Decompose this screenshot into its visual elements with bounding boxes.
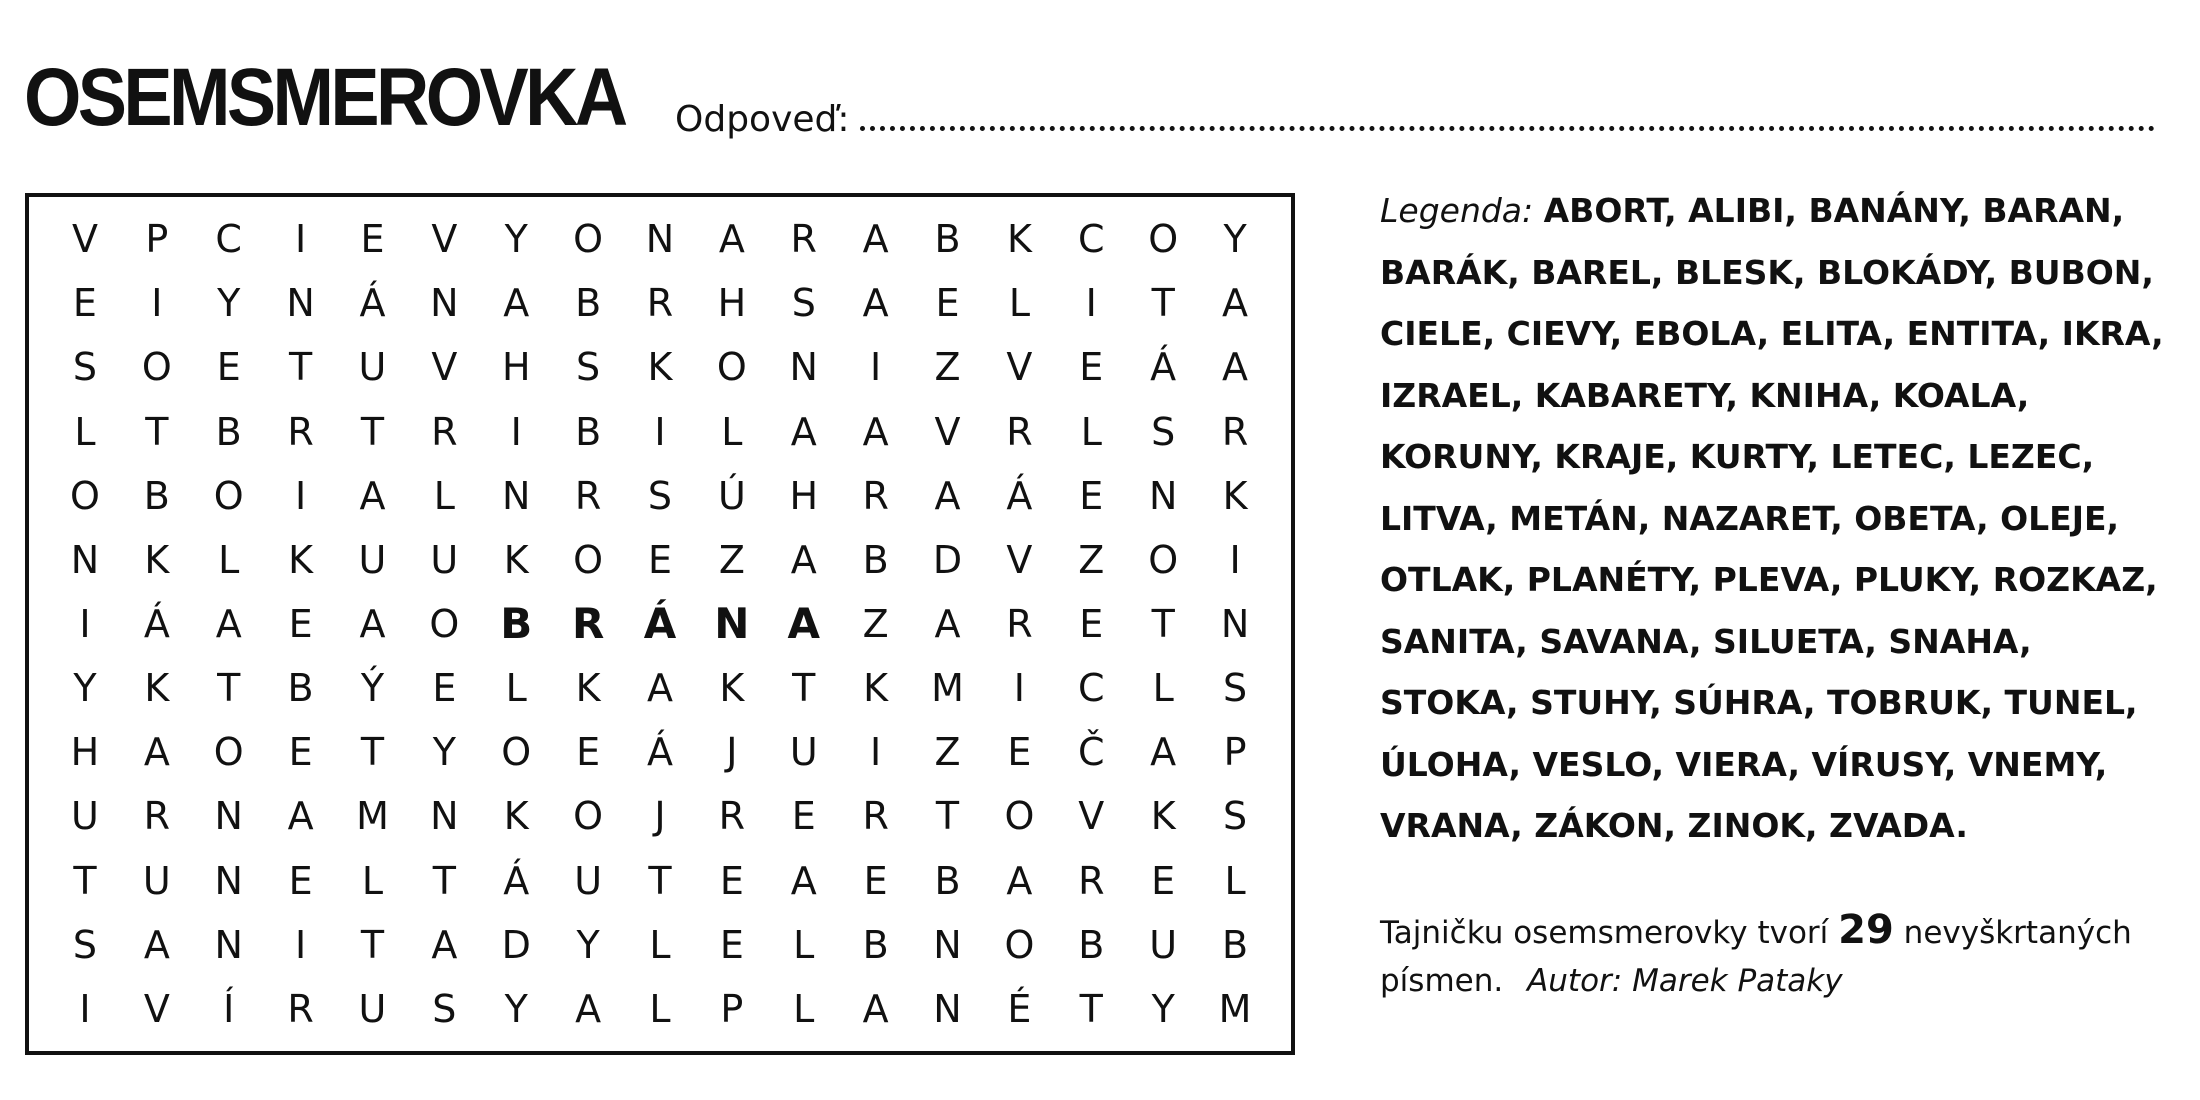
grid-cell[interactable]: A [862,409,889,454]
grid-cell[interactable]: A [503,281,530,326]
grid-cell[interactable]: O [573,217,604,262]
grid-cell[interactable]: C [1078,217,1105,262]
footer-note [1380,906,2180,1005]
grid-cell[interactable]: R [718,794,746,839]
grid-cell[interactable]: Y [504,217,528,262]
grid-cell[interactable]: R [862,794,889,839]
grid-cell[interactable]: T [288,345,313,390]
grid-cell[interactable]: Á [1150,345,1177,390]
grid-cell[interactable]: O [1004,922,1035,967]
grid-cell[interactable]: Y [576,922,600,967]
legend-words: ABORT, ALIBI, BANÁNY, BARAN, BARÁK, BAREL, BLESK, BLOKÁDY, BUBON, CIELE, CIEVY, EBOLA, ELITA, ENTITA, IKRA, IZRAEL, KABARETY, KNIHA, KOALA, KORUNY, KRAJE, KURTY, LETEC, LEZEC, LITVA, METÁN, NAZARET, OBETA, OLEJE, OTLAK, PLANÉTY, PLEVA, PLUKY, ROZKAZ, SANITA, SAVANA, SILUETA, SNAHA, STOKA, STUHY, SÚHRA, TOBRUK, TUNEL, ÚLOHA, VESLO, VIERA, VÍRUSY, VNEMY, VRANA, ZÁKON, ZINOK, ZVADA. [1380,191,2164,845]
grid-cell[interactable]: H [717,281,747,326]
grid-cell[interactable]: C [215,217,242,262]
grid-cell[interactable]: E [1151,858,1176,903]
grid-cell[interactable]: Y [217,281,241,326]
grid-cell[interactable]: E [288,730,313,775]
grid-cell[interactable]: A [646,666,673,711]
grid-cell[interactable]: O [501,730,532,775]
grid-cell[interactable]: T [792,666,816,711]
grid-cell[interactable]: K [1222,473,1248,518]
grid-cell[interactable]: I [654,409,666,454]
grid-cell[interactable]: I [294,922,307,967]
grid-cell[interactable]: O [573,537,604,582]
grid-cell[interactable]: E [288,858,313,903]
grid-cell[interactable]: B [143,473,170,518]
grid-cell[interactable]: K [647,345,673,390]
grid-cell[interactable]: J [726,730,738,775]
grid-cell[interactable]: S [72,345,97,390]
footer-text-before: Tajničku osemsmerovky tvorí [1380,915,1829,951]
grid-cell[interactable]: A [143,730,170,775]
grid-cell[interactable]: L [505,666,527,711]
grid-cell[interactable]: O [213,473,244,518]
grid-cell[interactable]: R [1078,858,1105,903]
grid-cell[interactable]: B [575,409,602,454]
grid-cell[interactable]: L [721,409,743,454]
grid-cell[interactable]: T [360,922,385,967]
grid-cell[interactable]: E [1079,601,1104,646]
grid-cell[interactable]: A [934,601,961,646]
grid-cell[interactable]: L [793,986,815,1031]
grid-cell[interactable]: U [71,794,99,839]
grid-cell[interactable]: N [214,922,243,967]
grid-cell[interactable]: R [287,409,314,454]
grid-cell[interactable]: N [933,922,962,967]
grid-cell[interactable]: N [502,473,531,518]
grid-cell[interactable]: O [429,601,460,646]
grid-cell[interactable]: L [74,409,96,454]
grid-cell[interactable]: O [69,473,100,518]
grid-cell[interactable]: I [151,281,163,326]
grid-cell[interactable]: E [1007,730,1032,775]
grid-cell[interactable]: T [935,794,960,839]
grid-cell[interactable]: O [1148,537,1179,582]
puzzle-title: OSEMSMEROVKA [24,52,625,143]
grid-cell[interactable]: E [1079,345,1104,390]
grid-cell[interactable]: N [1220,601,1250,646]
grid-cell[interactable]: M [931,666,964,711]
grid-cell[interactable]: U [430,537,459,582]
grid-cell[interactable]: Č [1078,730,1105,775]
grid-cell[interactable]: K [1150,794,1176,839]
grid-cell[interactable]: Á [1006,473,1033,518]
grid-cell[interactable]: S [791,281,816,326]
grid-cell[interactable]: S [647,473,673,518]
grid-cell[interactable]: Z [934,345,961,390]
grid-cell[interactable]: Y [73,666,97,711]
letter-grid [25,193,1295,1055]
grid-cell[interactable]: H [501,345,531,390]
grid-cell[interactable]: U [358,986,387,1031]
grid-cell[interactable]: O [1148,217,1179,262]
grid-cell[interactable]: K [863,666,889,711]
grid-cell[interactable]: V [1006,345,1033,390]
grid-cell[interactable]: V [1078,794,1105,839]
grid-cell[interactable]: E [576,730,601,775]
grid-cell[interactable]: N [933,986,962,1031]
grid-cell[interactable]: I [1013,666,1026,711]
grid-cell[interactable]: A [431,922,458,967]
answer-label: Odpoveď: [675,99,850,140]
grid-cell[interactable]: S [432,986,457,1031]
grid-cell[interactable]: N [1148,473,1178,518]
grid-cell[interactable]: E [72,281,97,326]
grid-cell[interactable]: E [791,794,816,839]
grid-cell[interactable]: B [215,409,242,454]
grid-cell[interactable]: K [575,666,601,711]
grid-cell[interactable]: A [790,537,817,582]
grid-cell[interactable]: A [790,409,817,454]
grid-cell[interactable]: T [1079,986,1103,1031]
grid-cell[interactable]: S [576,345,601,390]
grid-cell[interactable]: R [431,409,458,454]
grid-cell[interactable]: L [793,922,815,967]
grid-cell[interactable]: E [719,922,744,967]
grid-cell[interactable]: U [1149,922,1178,967]
grid-cell[interactable]: K [144,666,170,711]
grid-cell[interactable]: K [719,666,745,711]
grid-cell[interactable]: E [1079,473,1104,518]
grid-cell[interactable]: P [720,986,744,1031]
grid-cell[interactable]: N [70,537,100,582]
grid-cell[interactable]: K [1006,217,1032,262]
grid-cell[interactable]: T [648,858,672,903]
grid-cell[interactable]: U [142,858,171,903]
grid-cell[interactable]: Á [646,730,673,775]
grid-cell[interactable]: Y [432,730,456,775]
grid-cell[interactable]: E [288,601,313,646]
grid-cell[interactable]: A [787,599,821,649]
grid-cell[interactable]: M [1218,986,1252,1031]
grid-cell[interactable]: Z [718,537,745,582]
grid-cell[interactable]: V [1006,537,1033,582]
grid-cell[interactable]: T [217,666,241,711]
grid-cell[interactable]: A [934,473,961,518]
grid-cell[interactable]: E [863,858,888,903]
grid-cell[interactable]: I [1229,537,1241,582]
grid-cell[interactable]: U [574,858,603,903]
grid-cell[interactable]: N [286,281,315,326]
grid-cell[interactable]: H [70,730,100,775]
grid-cell[interactable]: K [144,537,170,582]
answer-field[interactable] [860,96,2156,131]
grid-cell[interactable]: N [645,217,675,262]
grid-cell[interactable]: R [790,217,817,262]
grid-cell[interactable]: S [1222,666,1248,711]
grid-cell[interactable]: D [501,922,531,967]
grid-cell[interactable]: I [1085,281,1097,326]
grid-cell[interactable]: L [1152,666,1174,711]
grid-cell[interactable]: P [145,217,169,262]
grid-cell[interactable]: L [361,858,384,903]
grid-cell[interactable]: B [862,537,889,582]
grid-cell[interactable]: R [1006,601,1033,646]
grid-cell[interactable]: B [1222,922,1249,967]
grid-cell[interactable]: N [714,599,750,649]
grid-cell[interactable]: E [432,666,457,711]
grid-cell[interactable]: A [287,794,314,839]
grid-cell[interactable]: O [1004,794,1035,839]
grid-cell[interactable]: N [214,794,243,839]
grid-cell[interactable]: O [213,730,244,775]
grid-cell[interactable]: L [433,473,455,518]
grid-cell[interactable]: Í [223,986,235,1031]
answer-line [675,96,2155,142]
grid-cell[interactable]: R [143,794,171,839]
grid-cell[interactable]: Á [643,599,677,649]
grid-cell[interactable]: L [649,922,671,967]
grid-cell[interactable]: T [145,409,169,454]
grid-cell[interactable]: A [1222,281,1249,326]
author: Autor: Marek Pataky [1527,963,1843,999]
grid-cell[interactable]: U [789,730,818,775]
grid-cell[interactable]: U [358,345,387,390]
grid-cell[interactable]: E [647,537,672,582]
grid-cell[interactable]: V [431,345,458,390]
grid-cell[interactable]: B [934,858,961,903]
grid-cell[interactable]: J [654,794,666,839]
grid-cell[interactable]: R [1221,409,1249,454]
grid-cell[interactable]: V [71,217,98,262]
grid-cell[interactable]: É [1007,986,1032,1031]
grid-cell[interactable]: T [1151,281,1175,326]
grid-cell[interactable]: A [1006,858,1033,903]
grid-cell[interactable]: A [862,281,889,326]
grid-cell[interactable]: A [790,858,817,903]
grid-cell[interactable]: Y [504,986,528,1031]
grid-cell[interactable]: A [1222,345,1249,390]
grid-cell[interactable]: Z [862,601,889,646]
grid-cell[interactable]: R [571,599,605,649]
grid-cell[interactable]: D [932,537,963,582]
grid-cell[interactable]: A [359,601,386,646]
grid-cell[interactable]: A [359,473,386,518]
letter-count: 29 [1838,907,1894,953]
grid-cell[interactable]: Z [934,730,961,775]
grid-cell[interactable]: I [294,217,307,262]
grid-cell[interactable]: I [510,409,522,454]
grid-cell[interactable]: T [432,858,456,903]
grid-cell[interactable]: B [862,922,889,967]
grid-cell[interactable]: T [73,858,97,903]
grid-cell[interactable]: A [1150,730,1177,775]
grid-cell[interactable]: S [1222,794,1248,839]
grid-cell[interactable]: L [1008,281,1030,326]
grid-cell[interactable]: I [79,986,91,1031]
grid-cell[interactable]: S [1151,409,1176,454]
grid-cell[interactable]: A [143,922,170,967]
grid-cell[interactable]: N [214,858,243,903]
grid-cell[interactable]: R [646,281,674,326]
grid-cell[interactable]: S [72,922,97,967]
grid-cell[interactable]: I [294,473,307,518]
grid-cell[interactable]: E [216,345,241,390]
grid-cell[interactable]: N [789,345,818,390]
grid-cell[interactable]: B [287,666,314,711]
grid-cell[interactable]: E [935,281,960,326]
grid-cell[interactable]: Z [1078,537,1105,582]
legend [1380,180,2170,857]
grid-cell[interactable]: P [1223,730,1247,775]
grid-cell[interactable]: A [862,986,889,1031]
grid-cell[interactable]: L [218,537,240,582]
grid-cell[interactable]: L [649,986,671,1031]
grid-cell[interactable]: M [356,794,389,839]
grid-cell[interactable]: B [500,599,533,649]
grid-cell[interactable]: Ú [717,473,746,518]
grid-cell[interactable]: O [716,345,747,390]
legend-label: Legenda: [1380,191,1534,230]
grid-cell[interactable]: T [360,730,385,775]
grid-cell[interactable]: R [1006,409,1033,454]
grid-cell[interactable]: N [430,281,459,326]
grid-cell[interactable]: Á [503,858,530,903]
grid-cell[interactable]: L [1224,858,1246,903]
grid-cell[interactable]: L [1080,409,1102,454]
grid-cell[interactable]: B [934,217,961,262]
grid-cell[interactable]: A [718,217,745,262]
grid-cell[interactable]: N [430,794,459,839]
grid-cell[interactable]: I [870,730,882,775]
grid-cell[interactable]: B [575,281,602,326]
grid-cell[interactable]: T [360,409,385,454]
grid-cell[interactable]: K [503,537,529,582]
grid-cell[interactable]: H [789,473,819,518]
grid-cell[interactable]: O [573,794,604,839]
grid-cell[interactable]: A [862,217,889,262]
grid-cell[interactable]: A [575,986,602,1031]
grid-cell[interactable]: Y [1151,986,1175,1031]
grid-cell[interactable]: Á [359,281,386,326]
grid-cell[interactable]: K [503,794,529,839]
grid-cell[interactable]: E [360,217,385,262]
grid-cell[interactable]: Á [143,601,170,646]
grid-cell[interactable]: O [141,345,172,390]
grid-cell[interactable]: C [1078,666,1105,711]
grid-cell[interactable]: I [79,601,91,646]
grid-cell[interactable]: Y [1223,217,1247,262]
grid-cell[interactable]: R [862,473,889,518]
footer-text-after: nevyškrtaných písmen. [1380,915,2132,999]
grid-cell[interactable]: A [215,601,242,646]
grid-cell[interactable]: U [358,537,387,582]
grid-cell[interactable]: V [143,986,170,1031]
grid-cell[interactable]: I [870,345,882,390]
grid-cell[interactable]: R [574,473,602,518]
grid-cell[interactable]: K [288,537,314,582]
grid-cell[interactable]: V [431,217,458,262]
grid-cell[interactable]: B [1078,922,1105,967]
grid-cell[interactable]: R [287,986,314,1031]
grid-cell[interactable]: E [719,858,744,903]
grid-cell[interactable]: Ý [360,666,385,711]
grid-cell[interactable]: V [934,409,961,454]
grid-cell[interactable]: T [1151,601,1175,646]
